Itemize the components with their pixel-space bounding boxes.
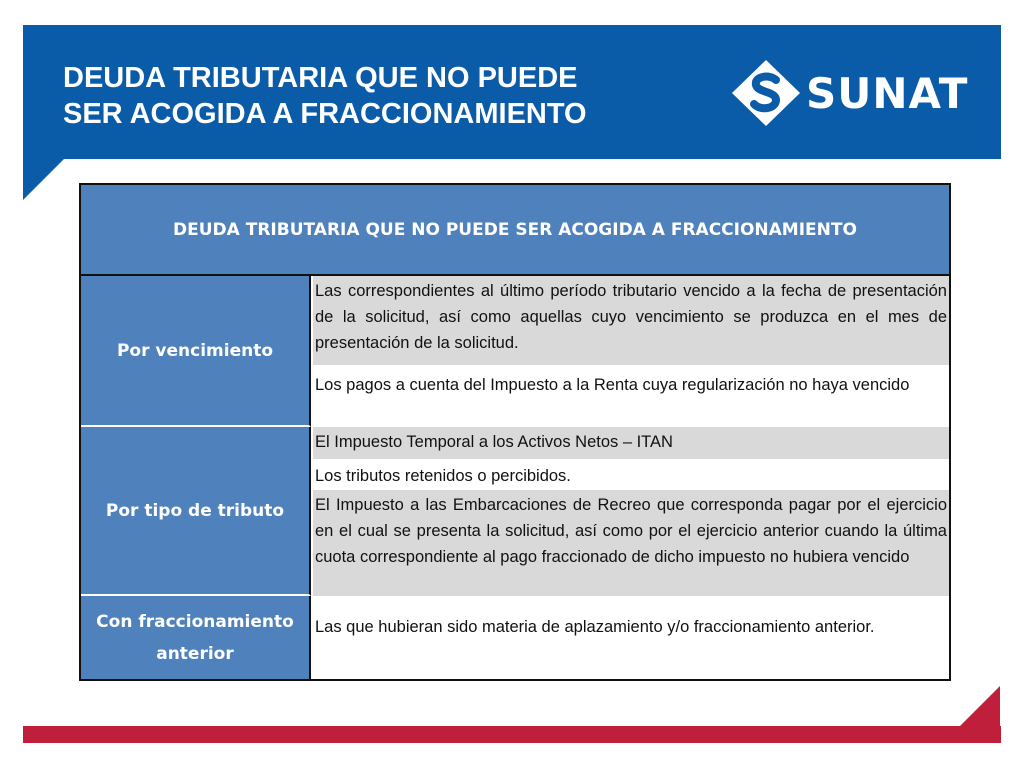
category-label-line-2: anterior xyxy=(156,643,234,664)
slide-title-line-2: SER ACOGIDA A FRACCIONAMIENTO xyxy=(63,98,587,130)
sunat-s-icon xyxy=(730,58,802,128)
category-label xyxy=(96,606,294,670)
category-por-tipo-de-tributo xyxy=(81,427,311,596)
banner-tail-shape xyxy=(23,158,65,200)
category-con-fraccionamiento-anterior xyxy=(81,596,311,679)
fraccionamiento-table xyxy=(79,183,951,681)
category-label: Por vencimiento xyxy=(116,340,274,361)
table-cell: El Impuesto Temporal a los Activos Netos – ITAN xyxy=(313,427,949,459)
slide-title xyxy=(63,60,703,132)
footer-bar xyxy=(23,726,1001,743)
slide-title-line-1: DEUDA TRIBUTARIA QUE NO PUEDE xyxy=(63,62,578,94)
table-cell: Los pagos a cuenta del Impuesto a la Renta cuya regularización no haya vencido xyxy=(313,365,949,427)
table-cell: Las que hubieran sido materia de aplazamiento y/o fraccionamiento anterior. xyxy=(313,596,949,679)
table-cell: Las correspondientes al último período tributario vencido a la fecha de presentación de la solicitud, así como aquellas cuyo vencimiento se produzca en el mes de presentación de la solicitud. xyxy=(313,276,949,365)
category-label-line-1: Con fraccionamiento xyxy=(96,611,294,632)
category-label: Por tipo de tributo xyxy=(105,500,285,521)
sunat-logo xyxy=(730,58,975,128)
category-por-vencimiento xyxy=(81,276,311,427)
logo-text: SUNAT xyxy=(806,68,969,118)
footer-triangle-shape xyxy=(960,686,1000,726)
table-cell: Los tributos retenidos o percibidos. xyxy=(313,459,949,490)
table-cell: El Impuesto a las Embarcaciones de Recreo que corresponda pagar por el ejercicio en el cual se presenta la solicitud, así como por el ejercicio anterior cuando la última cuota correspondiente al pago fraccionado de dicho impuesto no hubiera vencido xyxy=(313,490,949,596)
table-header: DEUDA TRIBUTARIA QUE NO PUEDE SER ACOGIDA A FRACCIONAMIENTO xyxy=(81,185,949,276)
